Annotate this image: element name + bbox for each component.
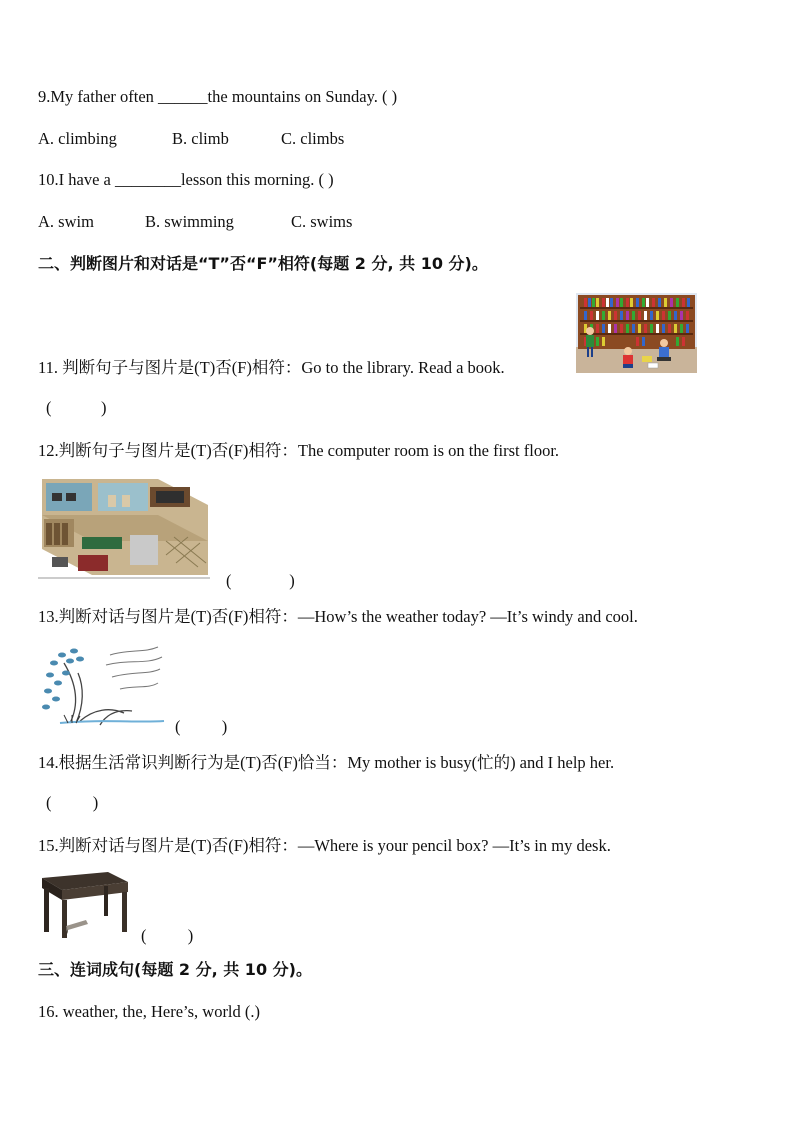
question-13-stem: 13.判断对话与图片是(T)否(F)相符：—How’s the weather today? —It’s windy and cool. (38, 607, 638, 626)
question-9-options (38, 129, 344, 149)
section-2-heading: 二、判断图片和对话是“T”否“F”相符(每题 2 分, 共 10 分)。 (38, 254, 488, 273)
question-13-answer-blank[interactable]: ( ) (175, 717, 228, 736)
library-illustration (576, 293, 697, 373)
option-b: B. swimming (145, 212, 234, 231)
question-12-answer-blank[interactable]: ( ) (226, 571, 295, 590)
question-14-stem: 14.根据生活常识判断行为是(T)否(F)恰当：My mother is busy(忙的) and I help her. (38, 753, 615, 772)
windy-weather-illustration (40, 643, 166, 727)
option-b: B. climb (172, 129, 229, 148)
question-14-answer-blank[interactable]: ( ) (46, 793, 99, 812)
option-c: C. swims (291, 212, 353, 231)
question-10-options (38, 212, 352, 232)
question-10-stem: 10.I have a ________lesson this morning. ( ) (38, 170, 334, 189)
question-12-stem: 12.判断句子与图片是(T)否(F)相符：The computer room is on the first floor. (38, 441, 560, 460)
question-16-stem: 16. weather, the, Here’s, world (.) (38, 1002, 261, 1021)
school-building-illustration (38, 475, 210, 579)
question-11-answer-blank[interactable]: ( ) (46, 398, 107, 417)
question-11-stem: 11. 判断句子与图片是(T)否(F)相符：Go to the library. Read a book. (38, 358, 505, 377)
option-a: A. swim (38, 212, 94, 231)
question-9-stem: 9.My father often ______the mountains on Sunday. ( ) (38, 87, 398, 106)
desk-illustration (38, 868, 130, 940)
question-15-answer-blank[interactable]: ( ) (141, 926, 194, 945)
option-a: A. climbing (38, 129, 117, 148)
question-15-stem: 15.判断对话与图片是(T)否(F)相符：—Where is your pencil box? —It’s in my desk. (38, 836, 611, 855)
option-c: C. climbs (281, 129, 345, 148)
section-3-heading: 三、连词成句(每题 2 分, 共 10 分)。 (38, 960, 312, 979)
